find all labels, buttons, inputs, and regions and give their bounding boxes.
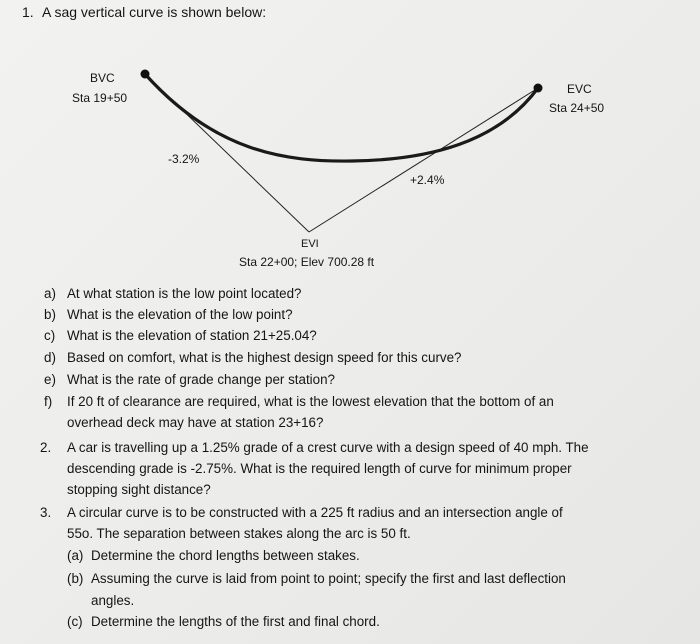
bvc-label: BVC [90,71,115,85]
problem-2-line1: A car is travelling up a 1.25% grade of a crest curve with a design speed of 40 mph. The [67,440,589,455]
problem-2-number: 2. [40,440,52,455]
sag-curve-path [145,74,538,161]
bvc-point [141,70,150,79]
part-d-letter: d) [44,350,56,365]
part-c-text: What is the elevation of station 21+25.04? [67,328,317,343]
part-f-line2: overhead deck may have at station 23+16? [67,415,324,430]
part-3b-letter: (b) [67,571,84,586]
part-e-letter: e) [44,372,56,387]
part-3b-line1: Assuming the curve is laid from point to point; specify the first and last deflection [91,571,566,586]
part-b-text: What is the elevation of the low point? [67,307,293,322]
evc-point [534,84,543,93]
problem-2-line3: stopping sight distance? [67,482,211,497]
problem-1-number: 1. [22,4,34,20]
part-a-text: At what station is the low point located? [67,286,302,301]
problem-2-line2: descending grade is -2.75%. What is the required length of curve for minimum proper [67,461,572,476]
part-f-letter: f) [44,394,53,409]
part-3b-line2: angles. [91,593,135,608]
bvc-station: Sta 19+50 [72,91,128,105]
evc-label: EVC [567,82,592,96]
evi-info: Sta 22+00; Elev 700.28 ft [239,255,375,269]
problem-1-intro: A sag vertical curve is shown below: [42,4,267,20]
evi-label: EVI [301,238,319,250]
evc-station: Sta 24+50 [549,101,605,115]
problem-3-line1: A circular curve is to be constructed with a 225 ft radius and an intersection angle of [67,505,563,520]
part-f-line1: If 20 ft of clearance are required, what is the lowest elevation that the bottom of an [67,394,554,409]
part-a-letter: a) [44,286,56,301]
part-d-text: Based on comfort, what is the highest design speed for this curve? [67,350,462,365]
part-b-letter: b) [44,307,56,322]
part-3c-letter: (c) [67,614,83,629]
part-c-letter: c) [44,328,56,343]
problem-3-number: 3. [40,505,52,520]
part-3a-letter: (a) [67,548,84,563]
part-e-text: What is the rate of grade change per station? [67,372,335,387]
part-3c-text: Determine the lengths of the first and final chord. [91,614,380,629]
problem-3-line2: 55o. The separation between stakes along the arc is 50 ft. [67,526,411,541]
grade-out-label: +2.4% [410,173,445,187]
part-3a-text: Determine the chord lengths between stakes. [91,548,360,563]
grade-in-label: -3.2% [168,152,200,166]
